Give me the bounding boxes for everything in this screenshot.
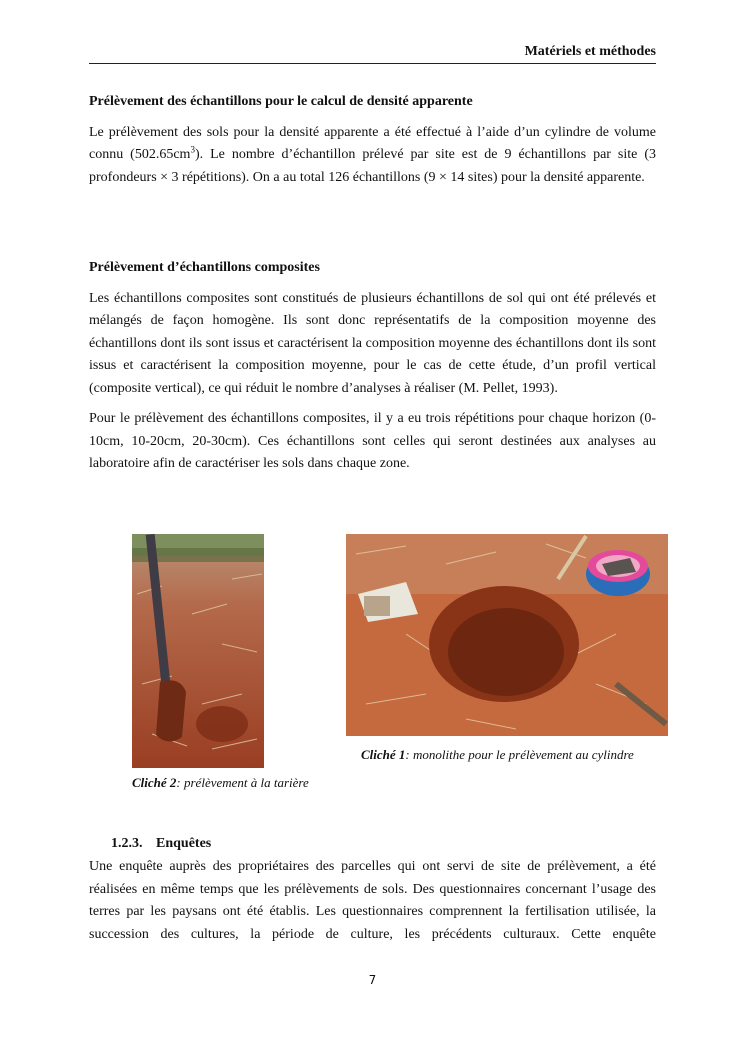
section-density <box>89 91 656 189</box>
caption-auger <box>132 775 309 791</box>
section-heading-enquetes <box>111 836 211 852</box>
caption-auger-text: : prélèvement à la tarière <box>176 775 309 790</box>
header-rule <box>89 63 656 64</box>
section-heading-density: Prélèvement des échantillons pour le calcul de densité apparente <box>89 94 473 109</box>
page-number: 7 <box>368 973 377 987</box>
section-number: 1.2.3. <box>111 836 143 851</box>
caption-monolith <box>361 747 634 763</box>
caption-monolith-label: Cliché 1 <box>361 747 406 762</box>
section-composite <box>89 257 656 476</box>
paragraph-composite-2: Pour le prélèvement des échantillons composites, il y a eu trois répétitions pour chaque horizon (0-10cm, 10-20cm, 20-30cm). Ces échantillons sont celles qui seront destinées aux analyses au laboratoire afin de caractériser les sols dans chaque zone. <box>89 411 656 471</box>
monolith-photo-illustration <box>346 534 668 736</box>
caption-monolith-text: : monolithe pour le prélèvement au cylindre <box>405 747 634 762</box>
paragraph-density-part-a: Le prélèvement des sols pour la densité apparente a été effectué à l’aide d’un cylindre de volume connu (502.65cm <box>89 124 656 162</box>
paragraph-density-part-b: ). Le nombre d’échantillon prélevé par site est de 9 échantillons par site (3 profondeurs × 3 répétitions). On a au total 126 échantillons (9 × 14 sites) pour la densité apparente. <box>89 147 656 185</box>
section-title-text: Enquêtes <box>156 836 212 851</box>
section-heading-composite: Prélèvement d’échantillons composites <box>89 260 320 275</box>
superscript-cubed: 3 <box>190 144 195 155</box>
paragraph-enquetes: Une enquête auprès des propriétaires des parcelles qui ont servi de site de prélèvement, a été réalisées en même temps que les prélèvements de sols. Des questionnaires concernant l’usage des terres par les paysans ont été établis. Les questionnaires comprennent la fertilisation utilisée, la succession des cultures, la période de culture, les précédents culturaux. Cette enquête <box>89 859 656 942</box>
photo-auger-sampling <box>132 534 264 768</box>
paragraph-density <box>89 122 656 190</box>
photo-monolith-pit <box>346 534 668 736</box>
running-header: Matériels et méthodes <box>524 44 656 59</box>
paragraph-composite-1: Les échantillons composites sont constitués de plusieurs échantillons de sol qui ont été prélevés et mélangés de façon homogène. Ils sont donc représentatifs de la composition moyenne des échantillons dont ils sont issus et caractérisent la composition moyenne des échantillons dont ils sont issus et caractérisent la composition moyenne, pour le cas de cette étude, d’un profil vertical (composite vertical), ce qui réduit le nombre d’analyses à réaliser (M. Pellet, 1993). <box>89 290 656 396</box>
section-enquetes <box>89 856 656 946</box>
caption-auger-label: Cliché 2 <box>132 775 177 790</box>
auger-photo-illustration <box>132 534 264 768</box>
